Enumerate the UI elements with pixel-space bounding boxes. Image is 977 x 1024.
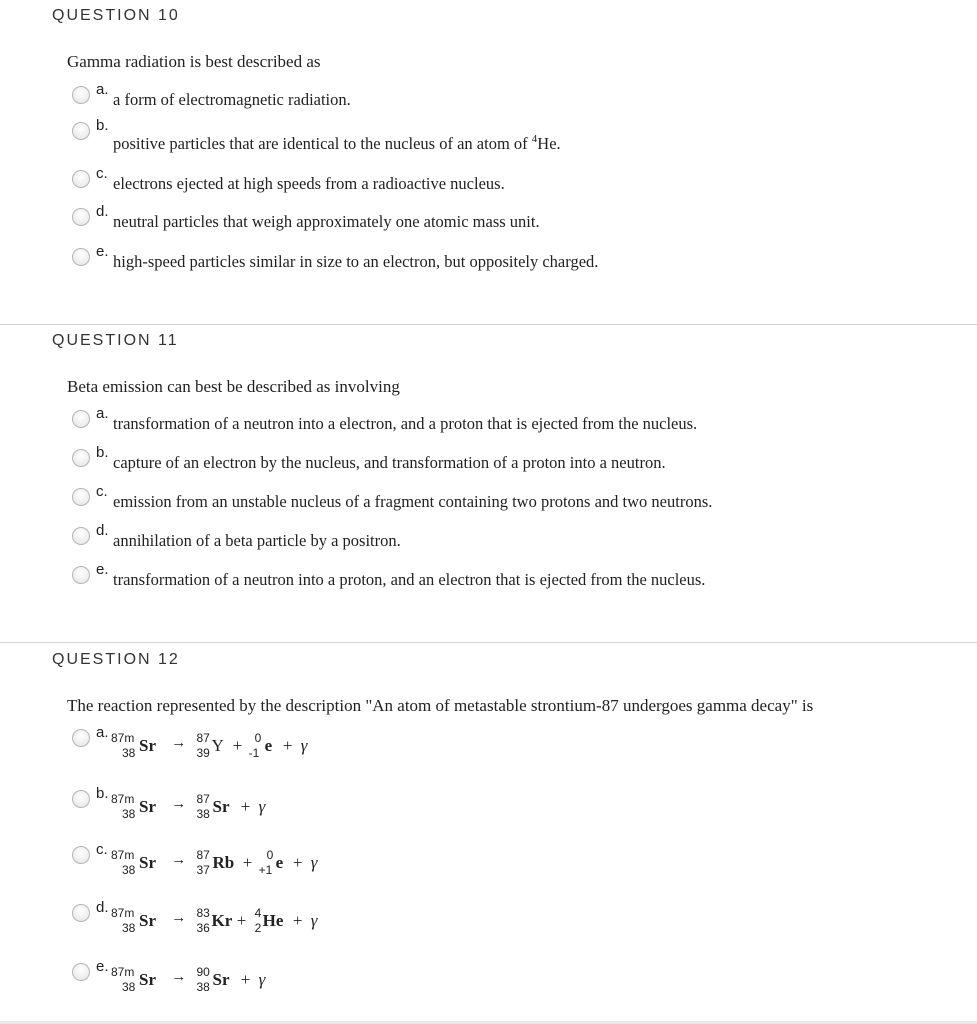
radio-button[interactable] xyxy=(72,527,90,545)
plus-sign: + xyxy=(292,853,303,872)
reaction-arrow: → xyxy=(171,852,187,868)
radio-button[interactable] xyxy=(72,904,90,922)
radio-button[interactable] xyxy=(72,122,90,140)
plus-sign: + xyxy=(236,911,247,930)
option-letter: d. xyxy=(96,522,109,539)
product-nuclide: 87 38 Sr xyxy=(196,792,230,821)
reactant-nuclide: 87m 38 Sr xyxy=(111,965,156,994)
option-text: capture of an electron by the nucleus, and transformation of a proton into a neutron. xyxy=(113,453,666,472)
product-nuclide: 87 37 Rb xyxy=(196,848,235,877)
product-nuclide: 83 36 Kr xyxy=(196,906,233,935)
nuclear-equation xyxy=(111,848,317,882)
nuclear-equation xyxy=(111,906,317,940)
gamma-symbol: γ xyxy=(258,797,266,816)
option-letter: c. xyxy=(96,841,108,858)
option-letter: e. xyxy=(96,958,109,975)
reaction-arrow: → xyxy=(171,969,187,985)
option-letter: b. xyxy=(96,117,109,134)
plus-sign: + xyxy=(240,797,251,816)
option-text: high-speed particles similar in size to an electron, but oppositely charged. xyxy=(113,252,599,271)
gamma-symbol: γ xyxy=(310,911,318,930)
product-particle: 0 +1 e xyxy=(258,848,284,877)
option-letter: c. xyxy=(96,483,108,500)
radio-button[interactable] xyxy=(72,86,90,104)
gamma-symbol: γ xyxy=(258,970,266,989)
radio-button[interactable] xyxy=(72,170,90,188)
option-letter: a. xyxy=(96,724,109,741)
radio-button[interactable] xyxy=(72,449,90,467)
option-letter: b. xyxy=(96,785,109,802)
option-letter: c. xyxy=(96,165,108,182)
reaction-arrow: → xyxy=(171,735,187,751)
radio-button[interactable] xyxy=(72,208,90,226)
radio-button[interactable] xyxy=(72,963,90,981)
question-10-stem: Gamma radiation is best described as xyxy=(67,52,321,71)
plus-sign: + xyxy=(240,970,251,989)
option-letter: a. xyxy=(96,81,109,98)
product-nuclide: 87 39 Y xyxy=(196,731,224,760)
option-letter: a. xyxy=(96,405,109,422)
reaction-arrow: → xyxy=(171,910,187,926)
nuclear-equation xyxy=(111,792,265,826)
option-text: positive particles that are identical to the nucleus of an atom of $^4$He. xyxy=(113,133,561,153)
radio-button[interactable] xyxy=(72,790,90,808)
question-11-stem: Beta emission can best be described as involving xyxy=(67,377,400,396)
option-letter: e. xyxy=(96,561,109,578)
reaction-arrow: → xyxy=(171,796,187,812)
option-letter: d. xyxy=(96,203,109,220)
radio-button[interactable] xyxy=(72,729,90,747)
reactant-nuclide: 87m 38 Sr xyxy=(111,848,156,877)
option-text: transformation of a neutron into a proton, and an electron that is ejected from the nucleus. xyxy=(113,570,706,589)
product-particle: 0 -1 e xyxy=(248,731,273,760)
gamma-symbol: γ xyxy=(310,853,318,872)
option-letter: b. xyxy=(96,444,109,461)
plus-sign: + xyxy=(232,736,243,755)
product-nuclide: 90 38 Sr xyxy=(196,965,230,994)
question-12-stem: The reaction represented by the description "An atom of metastable strontium-87 undergoes gamma decay" is xyxy=(67,696,814,715)
nuclear-equation xyxy=(111,965,265,999)
radio-button[interactable] xyxy=(72,410,90,428)
plus-sign: + xyxy=(292,911,303,930)
reactant-nuclide: 87m 38 Sr xyxy=(111,906,156,935)
reactant-nuclide: 87m 38 Sr xyxy=(111,792,156,821)
option-letter: d. xyxy=(96,899,109,916)
section-divider xyxy=(0,324,977,325)
section-divider xyxy=(0,642,977,643)
product-particle: 4 2 He xyxy=(254,906,284,935)
option-text: neutral particles that weigh approximately one atomic mass unit. xyxy=(113,212,540,231)
option-text: emission from an unstable nucleus of a fragment containing two protons and two neutrons. xyxy=(113,492,713,511)
question-10-header: QUESTION 10 xyxy=(52,7,180,24)
plus-sign: + xyxy=(242,853,253,872)
question-12-header: QUESTION 12 xyxy=(52,651,180,668)
radio-button[interactable] xyxy=(72,846,90,864)
option-letter: e. xyxy=(96,243,109,260)
option-text: a form of electromagnetic radiation. xyxy=(113,90,351,109)
option-text: transformation of a neutron into a electron, and a proton that is ejected from the nucleus. xyxy=(113,414,698,433)
gamma-symbol: γ xyxy=(300,736,308,755)
radio-button[interactable] xyxy=(72,566,90,584)
plus-sign: + xyxy=(282,736,293,755)
nuclear-equation xyxy=(111,731,307,765)
question-11-header: QUESTION 11 xyxy=(52,332,179,349)
option-text: electrons ejected at high speeds from a radioactive nucleus. xyxy=(113,174,505,193)
reactant-nuclide: 87m 38 Sr xyxy=(111,731,156,760)
radio-button[interactable] xyxy=(72,248,90,266)
radio-button[interactable] xyxy=(72,488,90,506)
option-text: annihilation of a beta particle by a positron. xyxy=(113,531,401,550)
